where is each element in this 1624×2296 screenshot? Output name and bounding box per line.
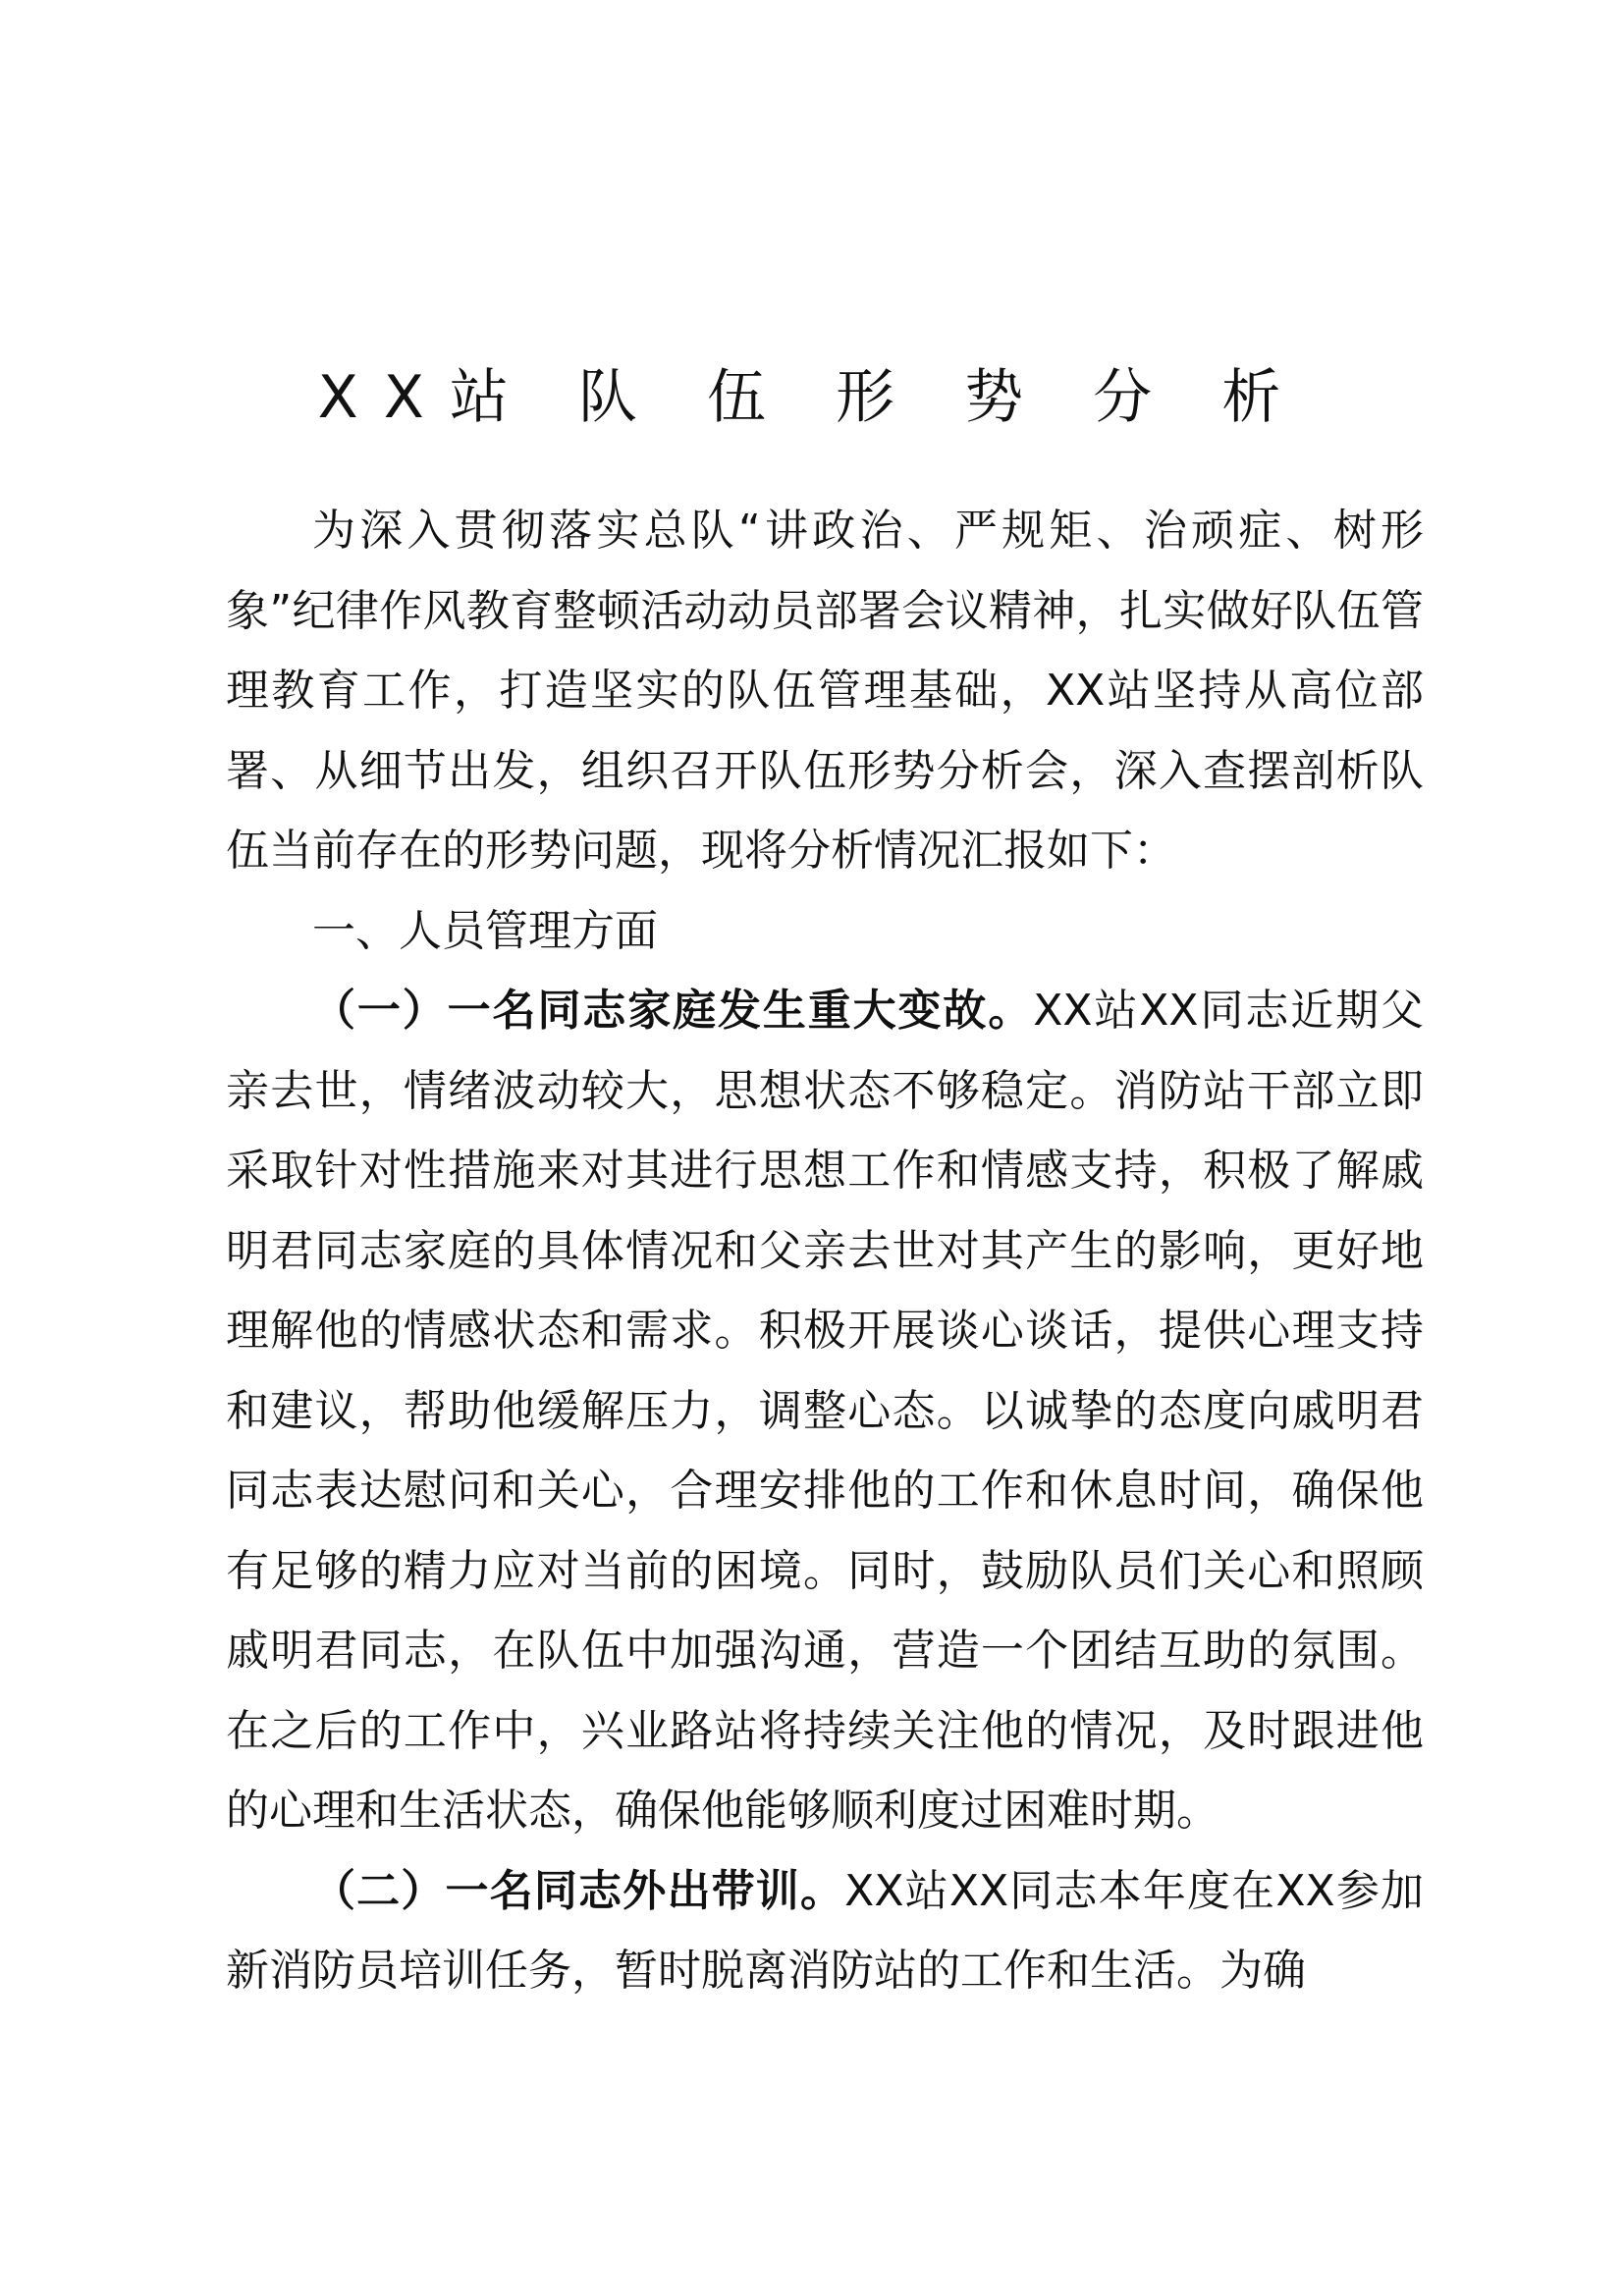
paragraph-intro [226,491,1424,891]
item-heading: （二）一名同志外出带训。 [312,1865,845,1916]
paragraph-text: XX站XX同志本年度在XX参加新消防员培训任务，暂时脱离消防站的工作和生活。为确 [226,1865,1425,1996]
document-body [226,491,1424,2011]
paragraph-item-2 [226,1851,1424,2011]
section-heading-text: 一、人员管理方面 [312,905,658,956]
paragraph-item-1 [226,971,1424,1851]
paragraph-text: 为深入贯彻落实总队“讲政治、严规矩、治顽症、树形象”纪律作风教育整顿活动动员部署会议精神，扎实做好队伍管理教育工作，打造坚实的队伍管理基础，XX站坚持从高位部署、从细节出发，组织召开队伍形势分析会，深入查摆剖析队伍当前存在的形势问题，现将分析情况汇报如下： [226,506,1424,876]
paragraph-text: XX站XX同志近期父亲去世，情绪波动较大，思想状态不够稳定。消防站干部立即采取针对性措施来对其进行思想工作和情感支持，积极了解戚明君同志家庭的具体情况和父亲去世对其产生的影响，更好地理解他的情感状态和需求。积极开展谈心谈话，提供心理支持和建议，帮助他缓解压力，调整心态。以诚挚的态度向戚明君同志表达慰问和关心，合理安排他的工作和休息时间，确保他有足够的精力应对当前的困境。同时，鼓励队员们关心和照顾戚明君同志，在队伍中加强沟通，营造一个团结互助的氛围。在之后的工作中，兴业路站将持续关注他的情况，及时跟进他的心理和生活状态，确保他能够顺利度过困难时期。 [226,986,1425,1836]
item-heading: （一）一名同志家庭发生重大变故。 [312,986,1034,1036]
document-title: XX站 队 伍 形 势 分 析 [317,363,1307,432]
section-heading [226,891,1424,972]
